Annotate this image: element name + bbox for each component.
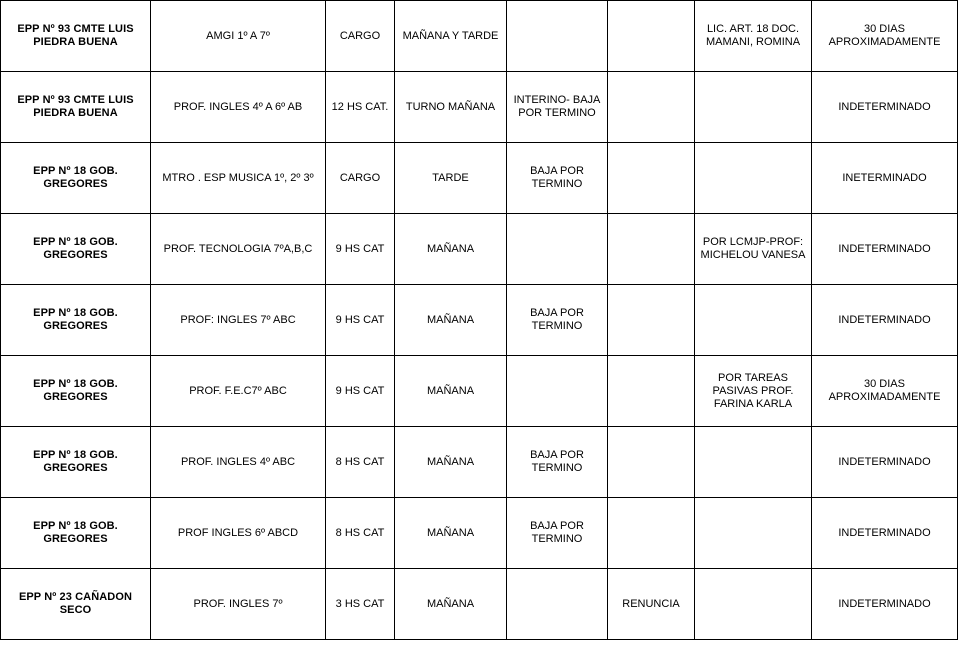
replacement-cell: POR TAREAS PASIVAS PROF. FARINA KARLA [695, 356, 812, 427]
school-cell: EPP Nº 18 GOB. GREGORES [1, 356, 151, 427]
reason-cell [608, 285, 695, 356]
table-row [1, 427, 958, 498]
school-cell: EPP Nº 18 GOB. GREGORES [1, 285, 151, 356]
hours-cell: 8 HS CAT [326, 498, 395, 569]
shift-cell: TURNO MAÑANA [395, 72, 507, 143]
reason-cell [608, 214, 695, 285]
table-row [1, 214, 958, 285]
status-cell [507, 569, 608, 640]
reason-cell [608, 427, 695, 498]
hours-cell: 12 HS CAT. [326, 72, 395, 143]
replacement-cell [695, 569, 812, 640]
duration-cell: INDETERMINADO [812, 214, 958, 285]
status-cell: BAJA POR TERMINO [507, 285, 608, 356]
table-row [1, 1, 958, 72]
hours-cell: CARGO [326, 143, 395, 214]
duration-cell: 30 DIAS APROXIMADAMENTE [812, 356, 958, 427]
status-cell: BAJA POR TERMINO [507, 143, 608, 214]
reason-cell [608, 498, 695, 569]
school-cell: EPP Nº 18 GOB. GREGORES [1, 498, 151, 569]
position-cell: PROF: INGLES 7º ABC [151, 285, 326, 356]
shift-cell: MAÑANA [395, 285, 507, 356]
table-row [1, 569, 958, 640]
replacement-cell [695, 498, 812, 569]
table-row [1, 143, 958, 214]
status-cell [507, 1, 608, 72]
reason-cell [608, 356, 695, 427]
position-cell: PROF. TECNOLOGIA 7ºA,B,C [151, 214, 326, 285]
table-row [1, 72, 958, 143]
hours-cell: 9 HS CAT [326, 214, 395, 285]
duration-cell: INETERMINADO [812, 143, 958, 214]
position-cell: MTRO . ESP MUSICA 1º, 2º 3º [151, 143, 326, 214]
reason-cell [608, 72, 695, 143]
duration-cell: INDETERMINADO [812, 498, 958, 569]
shift-cell: MAÑANA [395, 214, 507, 285]
table-row [1, 285, 958, 356]
replacement-cell [695, 427, 812, 498]
status-cell: BAJA POR TERMINO [507, 427, 608, 498]
duration-cell: INDETERMINADO [812, 285, 958, 356]
shift-cell: MAÑANA [395, 427, 507, 498]
status-cell [507, 214, 608, 285]
position-cell: PROF INGLES 6º ABCD [151, 498, 326, 569]
shift-cell: MAÑANA [395, 569, 507, 640]
position-cell: PROF. F.E.C7º ABC [151, 356, 326, 427]
position-cell: PROF. INGLES 4º A 6º AB [151, 72, 326, 143]
duration-cell: 30 DIAS APROXIMADAMENTE [812, 1, 958, 72]
position-cell: PROF. INGLES 4º ABC [151, 427, 326, 498]
replacement-cell: POR LCMJP-PROF: MICHELOU VANESA [695, 214, 812, 285]
shift-cell: MAÑANA [395, 498, 507, 569]
status-cell: INTERINO- BAJA POR TERMINO [507, 72, 608, 143]
hours-cell: CARGO [326, 1, 395, 72]
replacement-cell: LIC. ART. 18 DOC. MAMANI, ROMINA [695, 1, 812, 72]
school-cell: EPP Nº 18 GOB. GREGORES [1, 427, 151, 498]
duration-cell: INDETERMINADO [812, 427, 958, 498]
shift-cell: MAÑANA Y TARDE [395, 1, 507, 72]
table-row [1, 498, 958, 569]
status-cell: BAJA POR TERMINO [507, 498, 608, 569]
replacement-cell [695, 285, 812, 356]
shift-cell: MAÑANA [395, 356, 507, 427]
position-cell: AMGI 1º A 7º [151, 1, 326, 72]
hours-cell: 3 HS CAT [326, 569, 395, 640]
status-cell [507, 356, 608, 427]
school-cell: EPP Nº 18 GOB. GREGORES [1, 214, 151, 285]
school-cell: EPP Nº 23 CAÑADON SECO [1, 569, 151, 640]
reason-cell: RENUNCIA [608, 569, 695, 640]
school-cell: EPP Nº 93 CMTE LUIS PIEDRA BUENA [1, 72, 151, 143]
school-cell: EPP Nº 18 GOB. GREGORES [1, 143, 151, 214]
shift-cell: TARDE [395, 143, 507, 214]
duration-cell: INDETERMINADO [812, 569, 958, 640]
hours-cell: 9 HS CAT [326, 285, 395, 356]
table-body [1, 1, 958, 640]
reason-cell [608, 143, 695, 214]
replacement-cell [695, 143, 812, 214]
position-cell: PROF. INGLES 7º [151, 569, 326, 640]
table-row [1, 356, 958, 427]
school-cell: EPP Nº 93 CMTE LUIS PIEDRA BUENA [1, 1, 151, 72]
duration-cell: INDETERMINADO [812, 72, 958, 143]
hours-cell: 8 HS CAT [326, 427, 395, 498]
replacement-cell [695, 72, 812, 143]
reason-cell [608, 1, 695, 72]
hours-cell: 9 HS CAT [326, 356, 395, 427]
